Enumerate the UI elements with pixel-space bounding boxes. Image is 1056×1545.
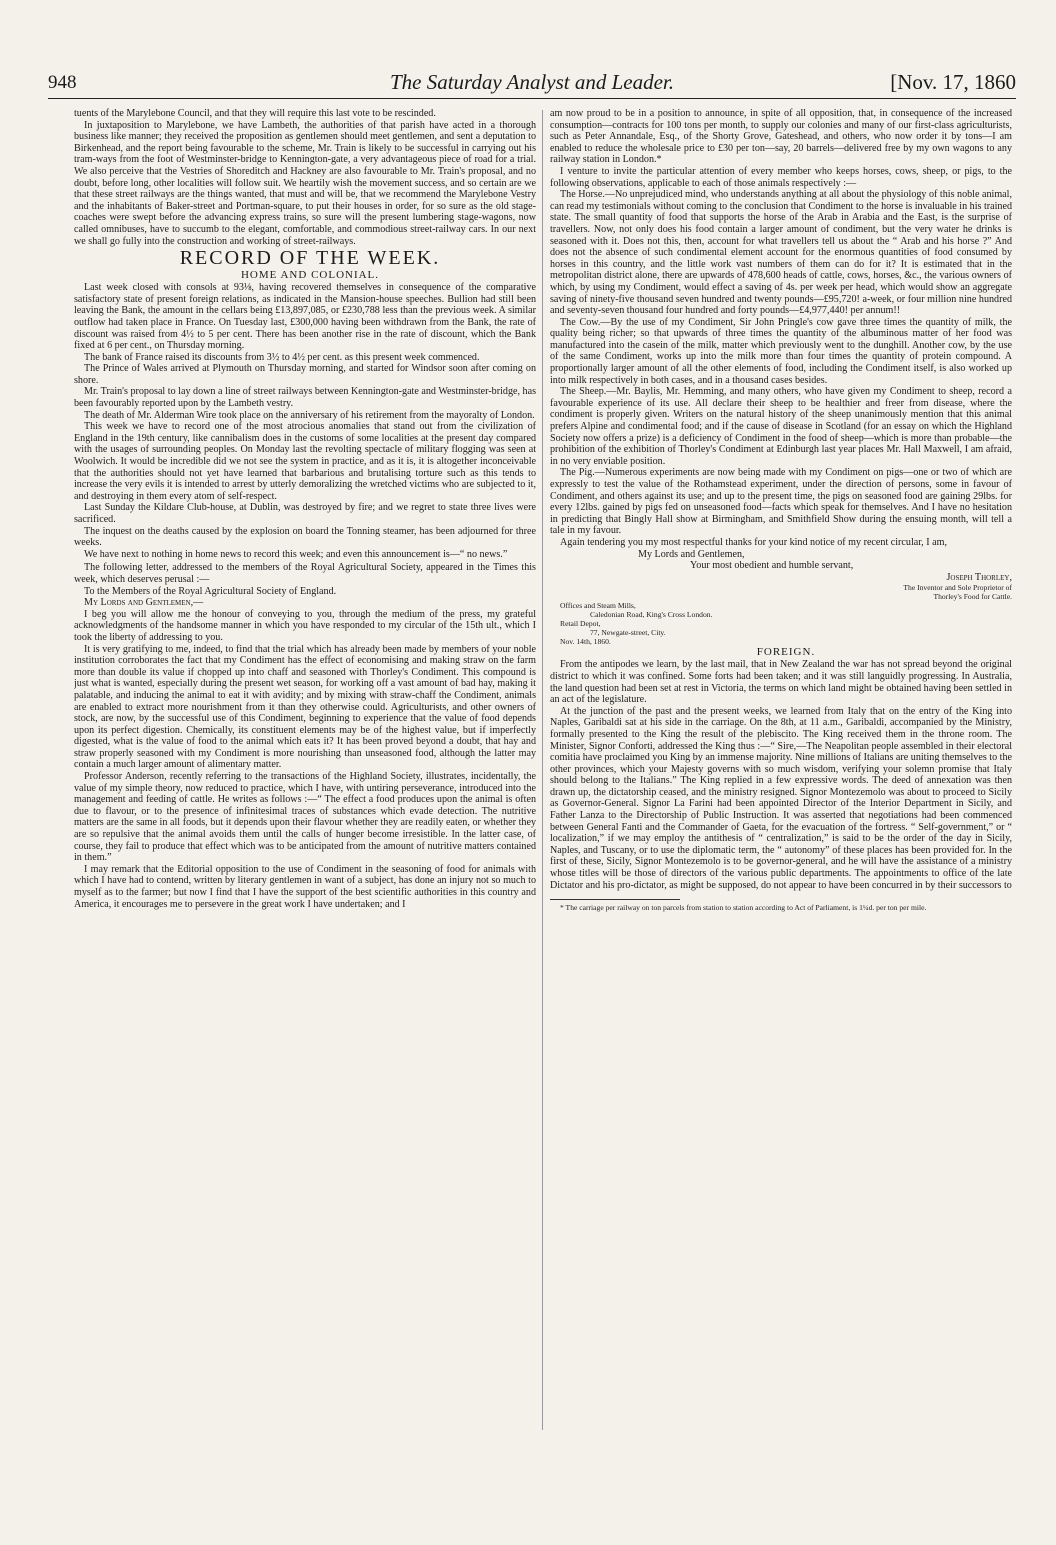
sender-address: Offices and Steam Mills, bbox=[560, 601, 636, 611]
letter-paragraph-pig: The Pig.—Numerous experiments are now being made with my Condiment on pigs—one or two of which are expressly to test the value of the Rothamstead experiment, under the direction of persons, some in favour of Condiment, and others against its use; and up to the present time, the pigs on seasoned food are gaining 29lbs. for every 12lbs. gained by pigs fed on unseasoned food—facts which speak for themselves. And I have no hesitation in predicting that Bingly Hall show at Birmingham, and Smithfield Show during the ensuing month, will tell a tale in my favour. bbox=[550, 467, 1012, 537]
issue-date: [Nov. 17, 1860 bbox=[890, 70, 1016, 94]
letter-paragraph: It is very gratifying to me, indeed, to find that the trial which has already been made by members of your noble institution corroborates the fact that my Condiment has the effect of economising and making straw on the farm more than double its value if chopped up into chaff and seasoned with Thorley's Condiment. This compound is just what is wanted, especially during the present wet season, for working off a vast amount of bad hay, making it palatable, and inducing the animal to eat it with avidity; and by mixing with straw-chaff the Condiment, animals are enabled to extract more nourishment from it than they otherwise could. Agriculturists, and other owners of stock, are now, by the successful use of this Condiment, beginning to experience that the value of food depends upon its perfect digestion. Chemically, its constituent elements may be of the highest value, but if imperfectly digested, what is the value of food to the animal which eats it? It has been proved beyond a doubt, that hay and straw properly seasoned with my Condiment is more nourishing than unseasoned food, although the latter may contain a much larger amount of alimentary matter. bbox=[74, 643, 536, 771]
publication-title: The Saturday Analyst and Leader. bbox=[389, 70, 675, 94]
paragraph: The death of Mr. Alderman Wire took place on the anniversary of his retirement from the mayoralty of London. bbox=[84, 409, 535, 421]
letter-date: Nov. 14th, 1860. bbox=[560, 637, 611, 647]
paragraph: We have next to nothing in home news to record this week; and even this announcement is—“ no news.” bbox=[84, 548, 508, 560]
sender-address: Retail Depot, bbox=[560, 619, 601, 629]
letter-paragraph: I may remark that the Editorial opposition to the use of Condiment in the seasoning of food for animals with which I have had to contend, written by literary gentlemen in want of a subject, has done an injury not so much to myself as to the farmer; but now I find that I have the support of the best scientific authorities in this country and America, it encourages me to persevere in the great work I have undertaken; and I bbox=[74, 863, 536, 910]
left-column bbox=[74, 108, 536, 1458]
page-number: 948 bbox=[48, 72, 77, 93]
sender-address: Caledonian Road, King's Cross London. bbox=[590, 610, 713, 620]
paragraph: This week we have to record one of the most atrocious anomalies that stand out from the civilization of England in the 19th century, like cannibalism does in the customs of some localities at the present day compared with the usages of surrounding peoples. On Monday last the revolting spectacle of military flogging was seen at Woolwich. It would be incredible did we not see the system in practice, and as it is, it is altogether inconceivable that the authorities should not yet have learned that barbarious and brutalising torture such as this tends to increase the very evils it is intended to arrest by utterly demoralizing the wretched victims who are subjected to it, and destroying in them every atom of self-respect. bbox=[74, 421, 536, 502]
letter-paragraph-horse: The Horse.—No unprejudiced mind, who understands anything at all about the physiology of this noble animal, can read my testimonials without coming to the conclusion that Condiment to the horse is invaluable in his trained state. The small quantity of food that supports the horse of the Arab in Arabia and the East, is the surprise of travellers. Now, not only does his food contain a larger amount of condiment, but the very water he drinks is seasoned with it. Does not this, then, account for what travellers tell us about the “ Arab and his horse ?” And does not the absence of such condimental element account for the enormous quantities of food consumed by horses in this country, and the little work vast numbers of them can do for it? It is estimated that in the metropolitan district alone, there are upwards of 478,600 heads of cattle, cows, horses, &c., the various owners of which, by using my Condiment, would effect a saving of 4s. per week per head, which would show an aggregate saving of ninety-five thousand seven hundred and twenty pounds—£95,720! a-week, or four million nine hundred and seventy-seven thousand four hundred and forty pounds—£4,977,440! per annum!! bbox=[550, 189, 1012, 317]
paragraph: Last Sunday the Kildare Club-house, at Dublin, was destroyed by fire; and we regret to state three lives were sacrificed. bbox=[74, 502, 536, 525]
column-rule bbox=[542, 110, 543, 1430]
letter-paragraph: Professor Anderson, recently referring to the transactions of the Highland Society, illustrates, incidentally, the value of my simple theory, now reduced to practice, which I have, with untiring perseverance, introduced into the management and feeding of cattle. He writes as follows :—“ The effect a food produces upon the animal is often due to flavour, or to the presence of infinitesimal traces of substances which evade detection. The nutritive matters are the same in all foods, but it depends upon their flavour whether they are readily eaten, or whether they are so repulsive that the animal avoids them until the calls of hunger become irresistible. In the latter case, of course, they fail to produce that effect which was to be anticipated from the amount of nutritive matters contained in them.” bbox=[74, 771, 536, 864]
paragraph: From the antipodes we learn, by the last mail, that in New Zealand the war has not spread beyond the original district to which it was confined. Some forts had been taken; and it was still languidly progressing. In Australia, the land question had been set at rest in Victoria, the terms on which land might be obtained having been settled in an act of the legislature. bbox=[550, 659, 1012, 706]
right-column bbox=[550, 108, 1012, 1458]
paragraph: Mr. Train's proposal to lay down a line of street railways between Kennington-gate and Westminster-bridge, has been favourably reported upon by the Lambeth vestry. bbox=[74, 386, 536, 410]
signature-title: The Inventor and Sole Proprietor of bbox=[903, 583, 1012, 593]
letter-paragraph: I beg you will allow me the honour of conveying to you, through the medium of the press, my grateful acknowledgments of the handsome manner in which you have responded to my circular of the 15th ult., which I took the liberty of addressing to you. bbox=[74, 608, 536, 643]
paragraph: In juxtaposition to Marylebone, we have Lambeth, the authorities of that parish have acted in a thorough business like manner; they received the proposition as gentlemen should meet gentlemen, and sent a deputation to Birkenhead, and the report being favourable to the scheme, Mr. Train is likely to be successful in carrying out his tram-ways from the foot of Westminster-bridge to Kennington-gate, a very advantageous piece of road for a trial. We also perceive that the Vestries of Shoreditch and Hackney are also favourable to Mr. Train's proposal, and no doubt, before long, other localities will follow suit. We heartily wish the movement success, and so certain are we that these street railways are the things wanted, that must and will be, that we recommend the Marylebone Vestry and the inhabitants of Baker-street and Portman-square, to put their houses in order, for so sure as the old stage-coaches were swept before the advancing express trains, so sure will the present lumbering stage-wagons, now called omnibuses, have to succumb to the elegant, comfortable, and commodious street-railway cars. In our next we shall go fully into the construction and working of street-railways. bbox=[74, 119, 536, 247]
letter-paragraph-cow: The Cow.—By the use of my Condiment, Sir John Pringle's cow gave three times the quantity of milk, the quality being richer; so that upwards of three times the quantity of the albuminous matter of her food was manufactured into the casein of the milk, matter which previously went to the dunghill. Another cow, by the use of the same Condiment, works up into the milk more than four times the quantity of protein compound. A proportionally larger amount of all the other elements of food, including the Condiment itself, is also worked up into milk respectively in both cases, and in a thousand cases besides. bbox=[550, 316, 1012, 386]
masthead bbox=[48, 64, 1016, 99]
letter-signature: Joseph Thorley, bbox=[946, 571, 1012, 583]
letter-address-line: To the Members of the Royal Agricultural Society of England. bbox=[84, 585, 337, 597]
paragraph: The following letter, addressed to the members of the Royal Agricultural Society, appeared in the Times this week, which deserves perusal :— bbox=[74, 562, 536, 585]
paragraph: The bank of France raised its discounts from 3½ to 4½ per cent. as this present week commenced. bbox=[84, 351, 480, 363]
paragraph: The Prince of Wales arrived at Plymouth on Thursday morning, and started for Windsor soon after coming on shore. bbox=[74, 363, 536, 386]
footnote: * The carriage per railway on ton parcels from station to station according to Act of Parliament, is 1¼d. per ton per mile. bbox=[560, 903, 927, 913]
paragraph: The inquest on the deaths caused by the explosion on board the Tonning steamer, has been adjourned for three weeks. bbox=[74, 525, 536, 549]
letter-paragraph-sheep: The Sheep.—Mr. Baylis, Mr. Hemming, and many others, who have given my Condiment to sheep, record a favourable experience of its use. All declare their sheep to be healthier and freer from disease, where the condiment is properly given. Writers on the natural history of the sheep unanimously mention that this animal prefers Alpine and condimental food; and if the cause of disease in Scotland (for an essay on which the Highland Society now offers a prize) is a deficiency of Condiment in the food of sheep—which is more than probable—the prohibition of the exhibition of Thorley's Condiment at Edinburgh last year places Mr. Hall Maxwell, I am afraid, in no very enviable position. bbox=[550, 386, 1012, 467]
section-heading-record: RECORD OF THE WEEK. bbox=[179, 247, 441, 270]
subheading-foreign: FOREIGN. bbox=[756, 646, 816, 659]
letter-paragraph: Again tendering you my most respectful thanks for your kind notice of my recent circular, I am, bbox=[560, 536, 947, 548]
sender-address: 77, Newgate-street, City. bbox=[590, 628, 666, 638]
letter-paragraph: am now proud to be in a position to announce, in spite of all opposition, that, in consequence of the increased consumption—contracts for 100 tons per month, to supply our colonies and many of our first-class agriculturists, such as Peter Annandale, Esq., of the Shorty Grove, Gateshead, and others, who now order it by tons—I am enabled to reduce the wholesale price to £30 per ton—say, 20 barrels—delivered free by my own wagons to any railway station in London.* bbox=[550, 108, 1012, 166]
footnote-divider bbox=[550, 899, 680, 900]
subheading-home-colonial: HOME AND COLONIAL. bbox=[240, 269, 380, 282]
letter-salutation: My Lords and Gentlemen,— bbox=[84, 597, 204, 609]
letter-closing: My Lords and Gentlemen, bbox=[638, 548, 745, 560]
paragraph: Last week closed with consols at 93⅛, having recovered themselves in consequence of the comparative satisfactory state of present foreign relations, as indicated in the Mansion-house speeches. Bullion had still been leaving the Bank, the amount in the cellars being £13,897,085, or £230,788 less than the previous week. A similar outflow had taken place in France. On Tuesday last, £300,000 having been withdrawn from the Bank, the rate of discount was raised from 4½ to 5 per cent. There has been another rise in the rate of discount, which the Bank fixed at 6 per cent., on Thursday morning. bbox=[74, 282, 536, 352]
paragraph: tuents of the Marylebone Council, and that they will require this last vote to be rescinded. bbox=[74, 108, 436, 119]
signature-title: Thorley's Food for Cattle. bbox=[933, 592, 1012, 602]
letter-closing: Your most obedient and humble servant, bbox=[690, 560, 854, 572]
letter-paragraph: I venture to invite the particular attention of every member who keeps horses, cows, sheep, or pigs, to the following observations, applicable to each of those animals respectively :— bbox=[550, 165, 1012, 189]
paragraph: At the junction of the past and the present weeks, we learned from Italy that on the entry of the King into Naples, Garibaldi sat at his side in the carriage. On the 8th, at 11 a.m., Garibaldi, accompanied by the Ministry, formally presented to the King the result of the plebiscito. The King received them in the throne room. The Minister, Signor Conforti, addressed the King thus :—“ Sire,—The Neapolitan people assembled in their electoral comitia have proclaimed you King by an immense majority. Nine millions of Italians are uniting themselves to the other provinces, which your Majesty governs with so much wisdom, verifying your solemn promise that Italy should belong to the Italians.” The King replied in a few expressive words. The deed of annexation was then drawn up, the dictatorship ceased, and the ministry resigned. Signor Montezemolo was about to proceed to Sicily as Governor-General. Signor La Farini had been appointed Director of the Interior Department in Sicily, and Father Lanza to the Directorship of Public Instruction. It was asserted that negotiations had been commenced between General Fanti and the Commander of Gaeta, for the evacuation of the fortress. “ Self-government,” or “ localization,” if we may employ the antithesis of “ centralization,” is said to be the order of the day in Sicily, Naples, and Tuscany, or to use the diplomatic term, the “ autonomy” of these places has been provided for. In the first of these, Sicily, Signor Montezemolo is to be governor-general, and he will have the assistance of a ministry whose titles will be those of directors of the various public departments. The appointments to office of the late Dictator and his pro-dictator, as might be supposed, do not appear to have been concurred in by their successors to bbox=[550, 705, 1012, 891]
